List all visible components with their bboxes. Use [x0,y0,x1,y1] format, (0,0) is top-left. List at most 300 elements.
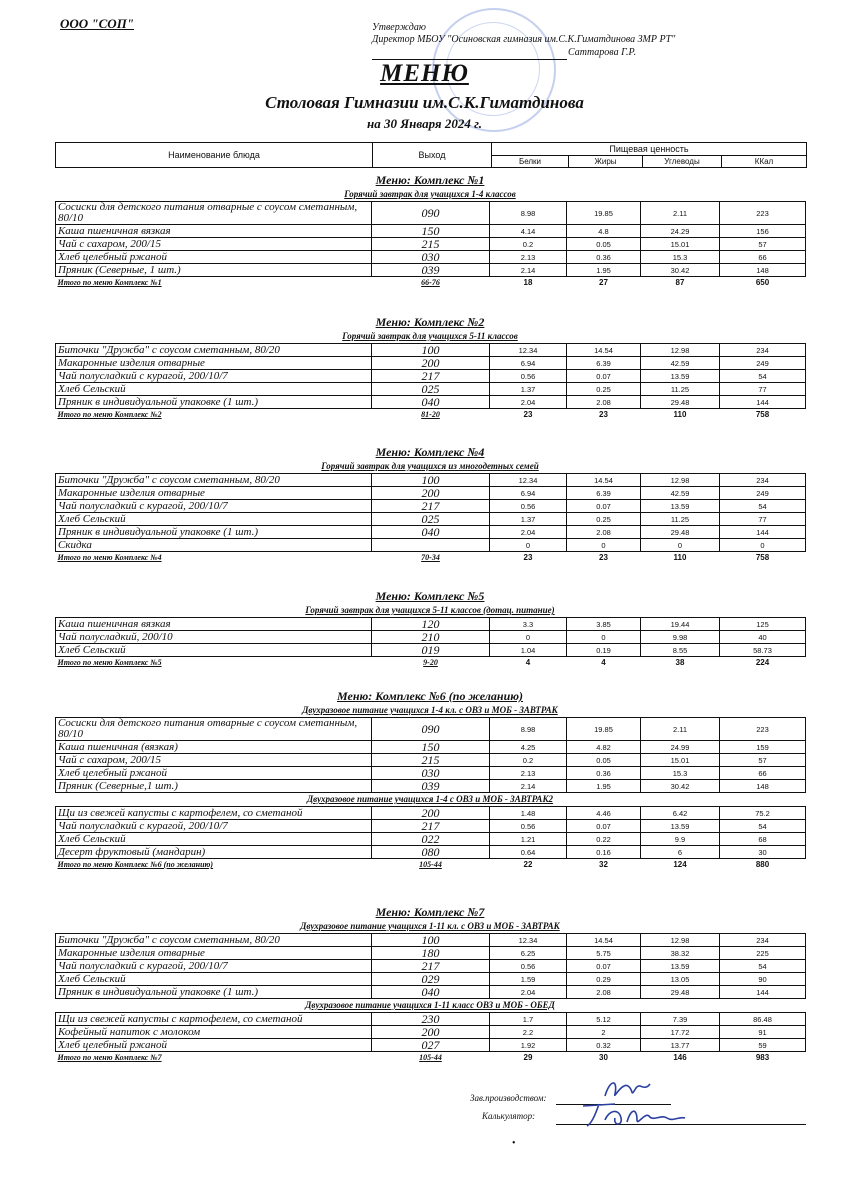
total-label: Итого по меню Комплекс №7 [57,1053,162,1062]
total-row [56,409,806,421]
dish-name: Макаронные изделия отварные [56,357,372,370]
table-row [56,820,806,833]
dish-output: 217 [372,500,490,513]
dish-name: Сосиски для детского питания отварные с соусом сметанным, 80/10 [56,718,372,741]
carbs-value: 29.48 [641,986,720,999]
menu-table [55,201,806,288]
group-subtitle: Горячий завтрак для учащихся 5-11 классов [342,331,518,341]
kcal-value: 66 [720,251,806,264]
proteins-value: 1.48 [490,807,567,820]
fats-value: 3.85 [567,618,641,631]
section-title: Меню: Комплекс №7 [375,905,485,919]
dish-output: 080 [372,846,490,859]
fats-value: 4.8 [567,225,641,238]
dish-output: 040 [372,396,490,409]
dish-output: 150 [372,741,490,754]
menu-section [55,314,805,420]
dish-name: Каша пшеничная вязкая [56,618,372,631]
total-kcal: 650 [755,278,770,287]
dish-name: Скидка [56,539,372,552]
table-row [56,767,806,780]
dish-output: 040 [372,526,490,539]
fats-value: 0.32 [567,1039,641,1052]
dish-name: Биточки "Дружба" с соусом сметанным, 80/20 [56,474,372,487]
proteins-value: 2.04 [490,986,567,999]
proteins-value: 2.2 [490,1026,567,1039]
fats-value: 0.29 [567,973,641,986]
section-title: Меню: Комплекс №6 (по желанию) [337,689,523,703]
fats-value: 0.07 [567,500,641,513]
total-fats: 27 [599,278,608,287]
dish-output: 030 [372,767,490,780]
carbs-value: 15.01 [641,754,720,767]
table-row [56,960,806,973]
dish-output: 210 [372,631,490,644]
proteins-value: 12.34 [490,934,567,947]
approval-label: Утверждаю [372,22,426,33]
table-header [55,142,807,168]
total-fats: 23 [599,553,608,562]
dish-name: Чай полусладкий, 200/10 [56,631,372,644]
fats-value: 0.25 [567,513,641,526]
total-carbs: 38 [675,658,685,667]
total-fats: 30 [599,1053,608,1062]
total-kcal: 758 [755,410,770,419]
total-kcal: 224 [755,658,770,667]
fats-value: 0.36 [567,767,641,780]
kcal-value: 77 [720,383,806,396]
kcal-value: 54 [720,820,806,833]
kcal-value: 40 [720,631,806,644]
dish-output: 200 [372,487,490,500]
total-proteins: 23 [523,410,533,419]
fats-value: 0 [567,539,641,552]
carbs-value: 19.44 [641,618,720,631]
kcal-value: 0 [720,539,806,552]
table-row [56,846,806,859]
dish-output: 030 [372,251,490,264]
dish-output: 039 [372,264,490,277]
header-dish: Наименование блюда [56,143,373,167]
dish-output: 022 [372,833,490,846]
dish-name: Щи из свежей капусты с картофелем, со сметаной [56,807,372,820]
dish-output: 025 [372,383,490,396]
fats-value: 4.46 [567,807,641,820]
dish-name: Щи из свежей капусты с картофелем, со сметаной [56,1013,372,1026]
kcal-value: 68 [720,833,806,846]
table-row [56,947,806,960]
fats-value: 0.25 [567,383,641,396]
fats-value: 14.54 [567,934,641,947]
kcal-value: 54 [720,500,806,513]
proteins-value: 4.14 [490,225,567,238]
dish-output: 150 [372,225,490,238]
carbs-value: 38.32 [641,947,720,960]
dish-output: 200 [372,807,490,820]
dish-output [372,539,490,552]
approval-position: Директор МБОУ "Осиновская гимназия им.С.К.Гиматдинова ЗМР РТ" [372,34,676,45]
fats-value: 6.39 [567,487,641,500]
carbs-value: 13.59 [641,820,720,833]
fats-value: 0.19 [567,644,641,657]
total-carbs: 124 [673,860,687,869]
dish-name: Чай полусладкий с курагой, 200/10/7 [56,500,372,513]
carbs-value: 13.59 [641,370,720,383]
fats-value: 0.07 [567,370,641,383]
total-kcal: 880 [755,860,770,869]
kcal-value: 66 [720,767,806,780]
dish-output: 100 [372,474,490,487]
table-row [56,644,806,657]
kcal-value: 90 [720,973,806,986]
fats-value: 4.82 [567,741,641,754]
dish-name: Каша пшеничная (вязкая) [56,741,372,754]
menu-table [55,717,806,793]
carbs-value: 30.42 [641,780,720,793]
fats-value: 1.95 [567,264,641,277]
table-row [56,780,806,793]
dish-output: 230 [372,1013,490,1026]
carbs-value: 15.3 [641,251,720,264]
carbs-value: 24.29 [641,225,720,238]
table-row [56,754,806,767]
total-kcal: 983 [755,1053,770,1062]
carbs-value: 11.25 [641,513,720,526]
dish-name: Сосиски для детского питания отварные с соусом сметанным, 80/10 [56,202,372,225]
total-proteins: 18 [523,278,533,287]
menu-table [55,806,806,870]
fats-value: 14.54 [567,344,641,357]
table-row [56,396,806,409]
total-output: 9-20 [423,658,438,667]
total-row [56,1052,806,1064]
proteins-value: 2.14 [490,264,567,277]
total-proteins: 22 [523,860,533,869]
calculator-label: Калькулятор: [482,1111,536,1121]
carbs-value: 24.99 [641,741,720,754]
menu-table [55,933,806,999]
proteins-value: 6.94 [490,357,567,370]
table-row [56,1013,806,1026]
kcal-value: 249 [720,487,806,500]
dish-name: Хлеб Сельский [56,383,372,396]
carbs-value: 0 [641,539,720,552]
dish-output: 090 [372,718,490,741]
proteins-value: 2.04 [490,396,567,409]
group-subtitle: Двухразовое питание учащихся 1-4 с ОВЗ и МОБ - ЗАВТРАК2 [306,794,554,804]
carbs-value: 7.39 [641,1013,720,1026]
dish-output: 200 [372,1026,490,1039]
total-label: Итого по меню Комплекс №4 [57,553,162,562]
total-output: 105-44 [419,860,442,869]
dish-name: Чай полусладкий с курагой, 200/10/7 [56,370,372,383]
proteins-value: 0.64 [490,846,567,859]
kcal-value: 75.2 [720,807,806,820]
kcal-value: 223 [720,718,806,741]
dish-output: 180 [372,947,490,960]
header-fats: Жиры [569,156,643,167]
proteins-value: 1.37 [490,383,567,396]
table-row [56,357,806,370]
dish-output: 200 [372,357,490,370]
carbs-value: 42.59 [641,357,720,370]
proteins-value: 0.2 [490,754,567,767]
table-row [56,1026,806,1039]
table-row [56,225,806,238]
kcal-value: 223 [720,202,806,225]
carbs-value: 8.55 [641,644,720,657]
dish-name: Пряник в индивидуальной упаковке (1 шт.) [56,396,372,409]
kcal-value: 144 [720,396,806,409]
dish-output: 025 [372,513,490,526]
dish-output: 217 [372,370,490,383]
group-subtitle: Двухразовое питание учащихся 1-4 кл. с ОВЗ и МОБ - ЗАВТРАК [302,705,558,715]
total-label: Итого по меню Комплекс №2 [57,410,162,419]
kcal-value: 59 [720,1039,806,1052]
proteins-value: 1.7 [490,1013,567,1026]
section-title: Меню: Комплекс №4 [375,445,485,459]
carbs-value: 9.98 [641,631,720,644]
dish-name: Хлеб целебный ржаной [56,1039,372,1052]
kcal-value: 57 [720,754,806,767]
proteins-value: 0.56 [490,370,567,383]
menu-section [55,172,805,288]
table-row [56,741,806,754]
menu-table [55,343,806,420]
table-row [56,238,806,251]
group-subtitle: Горячий завтрак для учащихся 1-4 классов [344,189,516,199]
proteins-value: 1.92 [490,1039,567,1052]
fats-value: 5.12 [567,1013,641,1026]
group-subtitle: Горячий завтрак для учащихся из многодетных семей [321,461,539,471]
dish-name: Чай с сахаром, 200/15 [56,754,372,767]
ink-dot: • [512,1138,516,1149]
dish-output: 100 [372,344,490,357]
menu-table [55,1012,806,1063]
fats-value: 19.85 [567,718,641,741]
dish-output: 215 [372,754,490,767]
approval-signatory: Саттарова Г.Р. [568,47,637,58]
carbs-value: 11.25 [641,383,720,396]
carbs-value: 29.48 [641,526,720,539]
fats-value: 1.95 [567,780,641,793]
dish-name: Биточки "Дружба" с соусом сметанным, 80/20 [56,344,372,357]
carbs-value: 12.98 [641,934,720,947]
proteins-value: 8.98 [490,202,567,225]
proteins-value: 12.34 [490,474,567,487]
kcal-value: 54 [720,370,806,383]
total-label: Итого по меню Комплекс №6 (по желанию) [57,860,214,869]
dish-name: Пряник в индивидуальной упаковке (1 шт.) [56,526,372,539]
proteins-value: 6.94 [490,487,567,500]
total-fats: 32 [599,860,608,869]
dish-name: Хлеб целебный ржаной [56,767,372,780]
kcal-value: 77 [720,513,806,526]
kcal-value: 57 [720,238,806,251]
table-row [56,973,806,986]
proteins-value: 2.04 [490,526,567,539]
total-proteins: 23 [523,553,533,562]
table-row [56,513,806,526]
carbs-value: 2.11 [641,202,720,225]
menu-section [55,688,805,870]
kcal-value: 159 [720,741,806,754]
dish-output: 120 [372,618,490,631]
table-row [56,202,806,225]
carbs-value: 13.77 [641,1039,720,1052]
kcal-value: 58.73 [720,644,806,657]
carbs-value: 12.98 [641,344,720,357]
carbs-value: 13.05 [641,973,720,986]
section-title: Меню: Комплекс №1 [375,173,485,187]
total-fats: 4 [601,658,606,667]
table-row [56,631,806,644]
kcal-value: 30 [720,846,806,859]
page-subtitle: Столовая Гимназии им.С.К.Гиматдинова [265,93,584,112]
carbs-value: 9.9 [641,833,720,846]
total-output: 70-34 [421,553,440,562]
carbs-value: 12.98 [641,474,720,487]
fats-value: 2.08 [567,526,641,539]
fats-value: 2.08 [567,986,641,999]
dish-output: 039 [372,780,490,793]
table-row [56,718,806,741]
fats-value: 19.85 [567,202,641,225]
proteins-value: 0 [490,539,567,552]
section-title: Меню: Комплекс №5 [375,589,485,603]
total-carbs: 110 [673,410,687,419]
calculator-signature [575,1098,695,1130]
menu-section [55,904,805,1063]
dish-name: Чай с сахаром, 200/15 [56,238,372,251]
proteins-value: 1.37 [490,513,567,526]
group-subtitle: Горячий завтрак для учащихся 5-11 классов (дотац. питание) [305,605,555,615]
menu-table [55,473,806,563]
kcal-value: 86.48 [720,1013,806,1026]
total-output: 66-76 [421,278,440,287]
total-proteins: 29 [523,1053,533,1062]
approval-block [372,22,676,58]
kcal-value: 144 [720,986,806,999]
dish-name: Пряник в индивидуальной упаковке (1 шт.) [56,986,372,999]
dish-output: 217 [372,820,490,833]
table-row [56,344,806,357]
carbs-value: 6.42 [641,807,720,820]
dish-output: 029 [372,973,490,986]
kcal-value: 234 [720,474,806,487]
dish-name: Хлеб Сельский [56,973,372,986]
table-row [56,526,806,539]
total-kcal: 758 [755,553,770,562]
dish-name: Хлеб целебный ржаной [56,251,372,264]
proteins-value: 0 [490,631,567,644]
total-carbs: 146 [673,1053,687,1062]
table-row [56,1039,806,1052]
dish-name: Хлеб Сельский [56,513,372,526]
carbs-value: 30.42 [641,264,720,277]
header-proteins: Белки [492,156,569,167]
table-row [56,539,806,552]
fats-value: 0.07 [567,820,641,833]
fats-value: 6.39 [567,357,641,370]
dish-name: Пряник (Северные,1 шт.) [56,780,372,793]
dish-name: Кофейный напиток с молоком [56,1026,372,1039]
kcal-value: 234 [720,934,806,947]
group-subtitle: Двухразовое питание учащихся 1-11 кл. с ОВЗ и МОБ - ЗАВТРАК [300,921,560,931]
kcal-value: 234 [720,344,806,357]
proteins-value: 6.25 [490,947,567,960]
dish-name: Чай полусладкий с курагой, 200/10/7 [56,820,372,833]
proteins-value: 0.2 [490,238,567,251]
total-proteins: 4 [525,658,531,667]
proteins-value: 1.59 [490,973,567,986]
fats-value: 2.08 [567,396,641,409]
kcal-value: 225 [720,947,806,960]
proteins-value: 0.56 [490,820,567,833]
organization-name: ООО "СОП" [60,16,135,31]
total-label: Итого по меню Комплекс №5 [57,658,162,667]
carbs-value: 13.59 [641,500,720,513]
total-label: Итого по меню Комплекс №1 [57,278,162,287]
table-row [56,833,806,846]
proteins-value: 2.14 [490,780,567,793]
kcal-value: 148 [720,264,806,277]
dish-output: 217 [372,960,490,973]
kcal-value: 249 [720,357,806,370]
kcal-value: 54 [720,960,806,973]
dish-name: Каша пшеничная вязкая [56,225,372,238]
total-output: 81-20 [421,410,440,419]
carbs-value: 15.3 [641,767,720,780]
fats-value: 2 [567,1026,641,1039]
total-row [56,657,806,669]
proteins-value: 3.3 [490,618,567,631]
proteins-value: 0.56 [490,500,567,513]
carbs-value: 17.72 [641,1026,720,1039]
fats-value: 0.07 [567,960,641,973]
dish-output: 090 [372,202,490,225]
carbs-value: 6 [641,846,720,859]
table-row [56,474,806,487]
proteins-value: 12.34 [490,344,567,357]
header-kcal: ККал [754,157,774,166]
proteins-value: 8.98 [490,718,567,741]
total-fats: 23 [599,410,608,419]
dish-output: 100 [372,934,490,947]
fats-value: 0.36 [567,251,641,264]
total-carbs: 110 [673,553,687,562]
header-output: Выход [373,143,492,167]
table-row [56,618,806,631]
dish-output: 040 [372,986,490,999]
dish-name: Хлеб Сельский [56,833,372,846]
fats-value: 0.05 [567,754,641,767]
page-title: МЕНЮ [380,60,469,87]
total-row [56,277,806,289]
dish-name: Хлеб Сельский [56,644,372,657]
fats-value: 14.54 [567,474,641,487]
dish-name: Пряник (Северные, 1 шт.) [56,264,372,277]
carbs-value: 15.01 [641,238,720,251]
dish-name: Биточки "Дружба" с соусом сметанным, 80/20 [56,934,372,947]
proteins-value: 2.13 [490,251,567,264]
total-carbs: 87 [675,278,685,287]
carbs-value: 42.59 [641,487,720,500]
table-row [56,807,806,820]
table-row [56,264,806,277]
dish-output: 027 [372,1039,490,1052]
header-carbs: Углеводы [643,156,722,167]
